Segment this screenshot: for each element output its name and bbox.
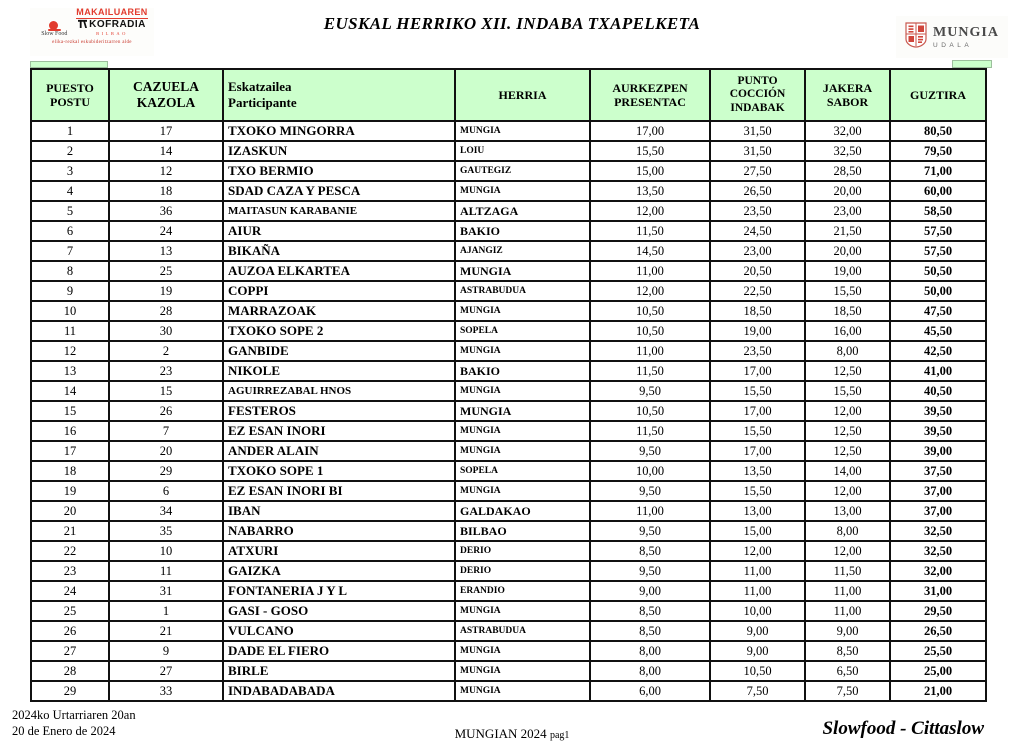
cell-aurkezpen: 11,00 [590, 261, 710, 281]
cell-herria: ALTZAGA [455, 201, 590, 221]
cell-herria: GAUTEGIZ [455, 161, 590, 181]
cell-guztira: 57,50 [890, 241, 986, 261]
cell-jakera: 11,00 [805, 581, 890, 601]
cell-aurkezpen: 8,50 [590, 601, 710, 621]
cell-guztira: 50,00 [890, 281, 986, 301]
cell-name: COPPI [223, 281, 455, 301]
cell-cazuela: 33 [109, 681, 223, 701]
cell-puesto: 3 [31, 161, 109, 181]
table-row [31, 261, 986, 281]
cell-herria: MUNGIA [455, 481, 590, 501]
header-name: Eskatzailea Participante [223, 69, 455, 121]
cell-herria: MUNGIA [455, 381, 590, 401]
table-row [31, 421, 986, 441]
table-row [31, 681, 986, 701]
cell-jakera: 12,50 [805, 361, 890, 381]
cell-puesto: 1 [31, 121, 109, 141]
cell-cazuela: 7 [109, 421, 223, 441]
table-row [31, 221, 986, 241]
cell-cazuela: 26 [109, 401, 223, 421]
cell-guztira: 60,00 [890, 181, 986, 201]
cell-guztira: 50,50 [890, 261, 986, 281]
header-guztira: GUZTIRA [890, 69, 986, 121]
cell-guztira: 79,50 [890, 141, 986, 161]
table-row [31, 401, 986, 421]
cell-cazuela: 20 [109, 441, 223, 461]
cell-punto: 9,00 [710, 621, 805, 641]
table-row [31, 541, 986, 561]
cell-aurkezpen: 9,50 [590, 381, 710, 401]
table-row [31, 621, 986, 641]
table-header-row [31, 69, 986, 121]
cell-name: MAITASUN KARABANIE [223, 201, 455, 221]
cell-aurkezpen: 8,50 [590, 541, 710, 561]
table-row [31, 361, 986, 381]
cell-aurkezpen: 8,50 [590, 621, 710, 641]
cell-jakera: 6,50 [805, 661, 890, 681]
cell-aurkezpen: 9,50 [590, 441, 710, 461]
cell-name: NIKOLE [223, 361, 455, 381]
cell-puesto: 20 [31, 501, 109, 521]
cell-puesto: 28 [31, 661, 109, 681]
cell-punto: 10,50 [710, 661, 805, 681]
cell-aurkezpen: 15,00 [590, 161, 710, 181]
snail-icon [48, 21, 61, 31]
cell-aurkezpen: 12,00 [590, 281, 710, 301]
cell-jakera: 8,00 [805, 341, 890, 361]
kofradia-label: KOFRADIA [89, 19, 146, 31]
cell-cazuela: 12 [109, 161, 223, 181]
footer-page-label: pag1 [549, 730, 570, 741]
cell-aurkezpen: 11,50 [590, 421, 710, 441]
cell-name: TXOKO SOPE 2 [223, 321, 455, 341]
cell-cazuela: 1 [109, 601, 223, 621]
cell-name: ATXURI [223, 541, 455, 561]
table-row [31, 201, 986, 221]
table-row [31, 141, 986, 161]
cell-jakera: 18,50 [805, 301, 890, 321]
cell-punto: 23,00 [710, 241, 805, 261]
table-row [31, 301, 986, 321]
cell-name: TXOKO MINGORRA [223, 121, 455, 141]
cell-jakera: 11,50 [805, 561, 890, 581]
cell-aurkezpen: 10,50 [590, 301, 710, 321]
cell-jakera: 16,00 [805, 321, 890, 341]
cell-name: MARRAZOAK [223, 301, 455, 321]
cell-puesto: 6 [31, 221, 109, 241]
cell-aurkezpen: 11,00 [590, 501, 710, 521]
header-puesto: PUESTO POSTU [31, 69, 109, 121]
cell-name: DADE EL FIERO [223, 641, 455, 661]
table-row [31, 461, 986, 481]
logo-left-top [30, 8, 154, 37]
cell-puesto: 12 [31, 341, 109, 361]
table-row [31, 481, 986, 501]
cell-puesto: 10 [31, 301, 109, 321]
cell-cazuela: 2 [109, 341, 223, 361]
kofradia-line1: MAKAILUAREN [76, 7, 148, 17]
cell-name: SDAD CAZA Y PESCA [223, 181, 455, 201]
cell-cazuela: 28 [109, 301, 223, 321]
cell-punto: 11,00 [710, 581, 805, 601]
header-aurkezpen: AURKEZPEN PRESENTAC [590, 69, 710, 121]
cell-jakera: 14,00 [805, 461, 890, 481]
cell-cazuela: 34 [109, 501, 223, 521]
cell-name: IBAN [223, 501, 455, 521]
cell-name: ANDER ALAIN [223, 441, 455, 461]
table-row [31, 641, 986, 661]
cell-cazuela: 27 [109, 661, 223, 681]
cell-punto: 27,50 [710, 161, 805, 181]
cell-herria: BAKIO [455, 361, 590, 381]
cell-herria: MUNGIA [455, 441, 590, 461]
cell-name: VULCANO [223, 621, 455, 641]
cell-herria: MUNGIA [455, 661, 590, 681]
cell-guztira: 32,00 [890, 561, 986, 581]
cell-aurkezpen: 13,50 [590, 181, 710, 201]
cell-herria: GALDAKAO [455, 501, 590, 521]
cell-jakera: 15,50 [805, 281, 890, 301]
results-table [30, 68, 987, 702]
cell-guztira: 58,50 [890, 201, 986, 221]
cell-cazuela: 25 [109, 261, 223, 281]
cell-guztira: 25,50 [890, 641, 986, 661]
cell-name: TXO BERMIO [223, 161, 455, 181]
cell-herria: AJANGIZ [455, 241, 590, 261]
cell-jakera: 28,50 [805, 161, 890, 181]
cell-guztira: 21,00 [890, 681, 986, 701]
cell-puesto: 23 [31, 561, 109, 581]
cell-puesto: 26 [31, 621, 109, 641]
cell-guztira: 29,50 [890, 601, 986, 621]
cell-guztira: 39,00 [890, 441, 986, 461]
table-corner-artifact-left [30, 61, 108, 68]
cell-puesto: 7 [31, 241, 109, 261]
cell-cazuela: 15 [109, 381, 223, 401]
cell-puesto: 25 [31, 601, 109, 621]
cell-punto: 22,50 [710, 281, 805, 301]
footer-center-label: MUNGIAN 2024 [454, 726, 547, 741]
cell-jakera: 20,00 [805, 181, 890, 201]
cell-punto: 15,00 [710, 521, 805, 541]
cell-punto: 18,50 [710, 301, 805, 321]
cell-puesto: 27 [31, 641, 109, 661]
cell-aurkezpen: 10,50 [590, 401, 710, 421]
cell-aurkezpen: 9,00 [590, 581, 710, 601]
cell-cazuela: 36 [109, 201, 223, 221]
table-row [31, 501, 986, 521]
cell-aurkezpen: 8,00 [590, 661, 710, 681]
cell-cazuela: 17 [109, 121, 223, 141]
cell-herria: MUNGIA [455, 261, 590, 281]
cell-cazuela: 9 [109, 641, 223, 661]
cell-herria: LOIU [455, 141, 590, 161]
cell-herria: MUNGIA [455, 121, 590, 141]
cell-aurkezpen: 9,50 [590, 561, 710, 581]
cell-cazuela: 18 [109, 181, 223, 201]
cell-punto: 31,50 [710, 121, 805, 141]
cell-herria: MUNGIA [455, 341, 590, 361]
cell-cazuela: 13 [109, 241, 223, 261]
cell-herria: ASTRABUDUA [455, 281, 590, 301]
cell-cazuela: 14 [109, 141, 223, 161]
cell-aurkezpen: 11,50 [590, 221, 710, 241]
cell-aurkezpen: 15,50 [590, 141, 710, 161]
header-punto: PUNTO COCCIÓN INDABAK [710, 69, 805, 121]
cell-guztira: 40,50 [890, 381, 986, 401]
table-row [31, 381, 986, 401]
table-row [31, 121, 986, 141]
cell-herria: SOPELA [455, 461, 590, 481]
cell-puesto: 15 [31, 401, 109, 421]
cell-punto: 31,50 [710, 141, 805, 161]
cell-jakera: 9,00 [805, 621, 890, 641]
cell-cazuela: 21 [109, 621, 223, 641]
cell-name: GAIZKA [223, 561, 455, 581]
header-cazuela: CAZUELA KAZOLA [109, 69, 223, 121]
cell-cazuela: 11 [109, 561, 223, 581]
cell-name: BIKAÑA [223, 241, 455, 261]
cell-name: BIRLE [223, 661, 455, 681]
cell-punto: 7,50 [710, 681, 805, 701]
cell-aurkezpen: 6,00 [590, 681, 710, 701]
cell-name: EZ ESAN INORI [223, 421, 455, 441]
table-row [31, 601, 986, 621]
cell-name: FESTEROS [223, 401, 455, 421]
cell-herria: ERANDIO [455, 581, 590, 601]
cell-aurkezpen: 11,50 [590, 361, 710, 381]
cell-aurkezpen: 8,00 [590, 641, 710, 661]
cell-puesto: 9 [31, 281, 109, 301]
cell-puesto: 2 [31, 141, 109, 161]
cell-punto: 24,50 [710, 221, 805, 241]
slowfood-label: Slow Food [41, 30, 68, 37]
cell-guztira: 32,50 [890, 541, 986, 561]
cell-punto: 13,00 [710, 501, 805, 521]
cell-punto: 12,00 [710, 541, 805, 561]
cell-punto: 26,50 [710, 181, 805, 201]
page-title: EUSKAL HERRIKO XII. INDABA TXAPELKETA [323, 14, 701, 33]
kofradia-line2 [78, 19, 146, 31]
cell-cazuela: 24 [109, 221, 223, 241]
cell-puesto: 16 [31, 421, 109, 441]
cell-jakera: 19,00 [805, 261, 890, 281]
cell-cazuela: 6 [109, 481, 223, 501]
cell-herria: ASTRABUDUA [455, 621, 590, 641]
mungia-text [933, 25, 999, 49]
table-glyph-icon [78, 19, 87, 31]
slowfood-kofradia-logo [30, 8, 154, 56]
cell-puesto: 18 [31, 461, 109, 481]
cell-herria: MUNGIA [455, 601, 590, 621]
table-row [31, 241, 986, 261]
cell-aurkezpen: 12,00 [590, 201, 710, 221]
cell-guztira: 39,50 [890, 421, 986, 441]
table-row [31, 561, 986, 581]
cell-guztira: 45,50 [890, 321, 986, 341]
cell-name: AIUR [223, 221, 455, 241]
cell-jakera: 12,50 [805, 421, 890, 441]
mungia-name: MUNGIA [933, 25, 999, 40]
header-jakera: JAKERA SABOR [805, 69, 890, 121]
cell-cazuela: 23 [109, 361, 223, 381]
cell-guztira: 42,50 [890, 341, 986, 361]
cell-herria: MUNGIA [455, 301, 590, 321]
cell-cazuela: 19 [109, 281, 223, 301]
cell-cazuela: 30 [109, 321, 223, 341]
cell-herria: MUNGIA [455, 681, 590, 701]
cell-punto: 23,50 [710, 201, 805, 221]
cell-herria: DERIO [455, 561, 590, 581]
cell-puesto: 22 [31, 541, 109, 561]
cell-punto: 10,00 [710, 601, 805, 621]
mungia-shield-icon [905, 22, 927, 53]
cell-guztira: 37,00 [890, 501, 986, 521]
cell-herria: MUNGIA [455, 421, 590, 441]
cell-puesto: 19 [31, 481, 109, 501]
footer-date-es: 20 de Enero de 2024 [12, 723, 116, 738]
cell-jakera: 8,00 [805, 521, 890, 541]
kofradia-block [76, 8, 147, 37]
cell-punto: 17,00 [710, 401, 805, 421]
cell-punto: 15,50 [710, 421, 805, 441]
cell-jakera: 20,00 [805, 241, 890, 261]
mungia-sub: UDALA [933, 42, 973, 49]
table-row [31, 281, 986, 301]
cell-guztira: 31,00 [890, 581, 986, 601]
footer-slowfood-cittaslow: Slowfood - Cittaslow [822, 718, 984, 739]
cell-cazuela: 29 [109, 461, 223, 481]
kofradia-line3: BILBAO [96, 30, 128, 36]
cell-guztira: 80,50 [890, 121, 986, 141]
cell-punto: 23,50 [710, 341, 805, 361]
footer-date-eu: 2024ko Urtarriaren 20an [12, 708, 136, 722]
cell-guztira: 39,50 [890, 401, 986, 421]
kofradia-tagline: elika-rezkal eskubideritzarren alde [52, 39, 132, 45]
cell-jakera: 23,00 [805, 201, 890, 221]
cell-jakera: 8,50 [805, 641, 890, 661]
cell-name: AGUIRREZABAL HNOS [223, 381, 455, 401]
cell-jakera: 12,00 [805, 481, 890, 501]
cell-name: IZASKUN [223, 141, 455, 161]
cell-punto: 11,00 [710, 561, 805, 581]
cell-jakera: 15,50 [805, 381, 890, 401]
cell-jakera: 21,50 [805, 221, 890, 241]
cell-guztira: 25,00 [890, 661, 986, 681]
cell-jakera: 12,00 [805, 541, 890, 561]
cell-punto: 15,50 [710, 381, 805, 401]
header-herria: HERRIA [455, 69, 590, 121]
cell-puesto: 24 [31, 581, 109, 601]
cell-aurkezpen: 10,00 [590, 461, 710, 481]
cell-aurkezpen: 10,50 [590, 321, 710, 341]
table-row [31, 181, 986, 201]
cell-punto: 13,50 [710, 461, 805, 481]
cell-punto: 17,00 [710, 441, 805, 461]
cell-cazuela: 31 [109, 581, 223, 601]
cell-herria: SOPELA [455, 321, 590, 341]
cell-name: FONTANERIA J Y L [223, 581, 455, 601]
cell-name: TXOKO SOPE 1 [223, 461, 455, 481]
cell-aurkezpen: 17,00 [590, 121, 710, 141]
cell-herria: MUNGIA [455, 641, 590, 661]
cell-puesto: 21 [31, 521, 109, 541]
cell-jakera: 12,00 [805, 401, 890, 421]
table-corner-artifact-right [952, 60, 992, 68]
results-table-wrap [30, 68, 987, 702]
cell-name: NABARRO [223, 521, 455, 541]
cell-puesto: 29 [31, 681, 109, 701]
slowfood-block [36, 21, 72, 37]
cell-puesto: 8 [31, 261, 109, 281]
cell-jakera: 11,00 [805, 601, 890, 621]
cell-herria: DERIO [455, 541, 590, 561]
cell-guztira: 57,50 [890, 221, 986, 241]
cell-aurkezpen: 9,50 [590, 481, 710, 501]
cell-jakera: 12,50 [805, 441, 890, 461]
cell-cazuela: 10 [109, 541, 223, 561]
cell-puesto: 13 [31, 361, 109, 381]
cell-guztira: 41,00 [890, 361, 986, 381]
table-row [31, 661, 986, 681]
cell-puesto: 11 [31, 321, 109, 341]
cell-herria: MUNGIA [455, 181, 590, 201]
cell-punto: 17,00 [710, 361, 805, 381]
cell-puesto: 14 [31, 381, 109, 401]
cell-guztira: 47,50 [890, 301, 986, 321]
cell-cazuela: 35 [109, 521, 223, 541]
cell-name: EZ ESAN INORI BI [223, 481, 455, 501]
cell-name: GASI - GOSO [223, 601, 455, 621]
cell-guztira: 26,50 [890, 621, 986, 641]
cell-punto: 19,00 [710, 321, 805, 341]
cell-jakera: 32,00 [805, 121, 890, 141]
cell-puesto: 17 [31, 441, 109, 461]
cell-aurkezpen: 11,00 [590, 341, 710, 361]
cell-aurkezpen: 14,50 [590, 241, 710, 261]
cell-aurkezpen: 9,50 [590, 521, 710, 541]
cell-jakera: 13,00 [805, 501, 890, 521]
table-row [31, 341, 986, 361]
cell-guztira: 37,00 [890, 481, 986, 501]
cell-name: AUZOA ELKARTEA [223, 261, 455, 281]
cell-puesto: 5 [31, 201, 109, 221]
cell-punto: 9,00 [710, 641, 805, 661]
table-row [31, 441, 986, 461]
cell-jakera: 32,50 [805, 141, 890, 161]
table-row [31, 521, 986, 541]
mungia-udala-logo [896, 16, 1008, 58]
cell-herria: BAKIO [455, 221, 590, 241]
table-row [31, 161, 986, 181]
cell-guztira: 32,50 [890, 521, 986, 541]
cell-jakera: 7,50 [805, 681, 890, 701]
cell-guztira: 37,50 [890, 461, 986, 481]
cell-puesto: 4 [31, 181, 109, 201]
cell-herria: MUNGIA [455, 401, 590, 421]
cell-name: INDABADABADA [223, 681, 455, 701]
cell-guztira: 71,00 [890, 161, 986, 181]
cell-name: GANBIDE [223, 341, 455, 361]
table-row [31, 321, 986, 341]
cell-punto: 20,50 [710, 261, 805, 281]
cell-punto: 15,50 [710, 481, 805, 501]
cell-herria: BILBAO [455, 521, 590, 541]
table-row [31, 581, 986, 601]
